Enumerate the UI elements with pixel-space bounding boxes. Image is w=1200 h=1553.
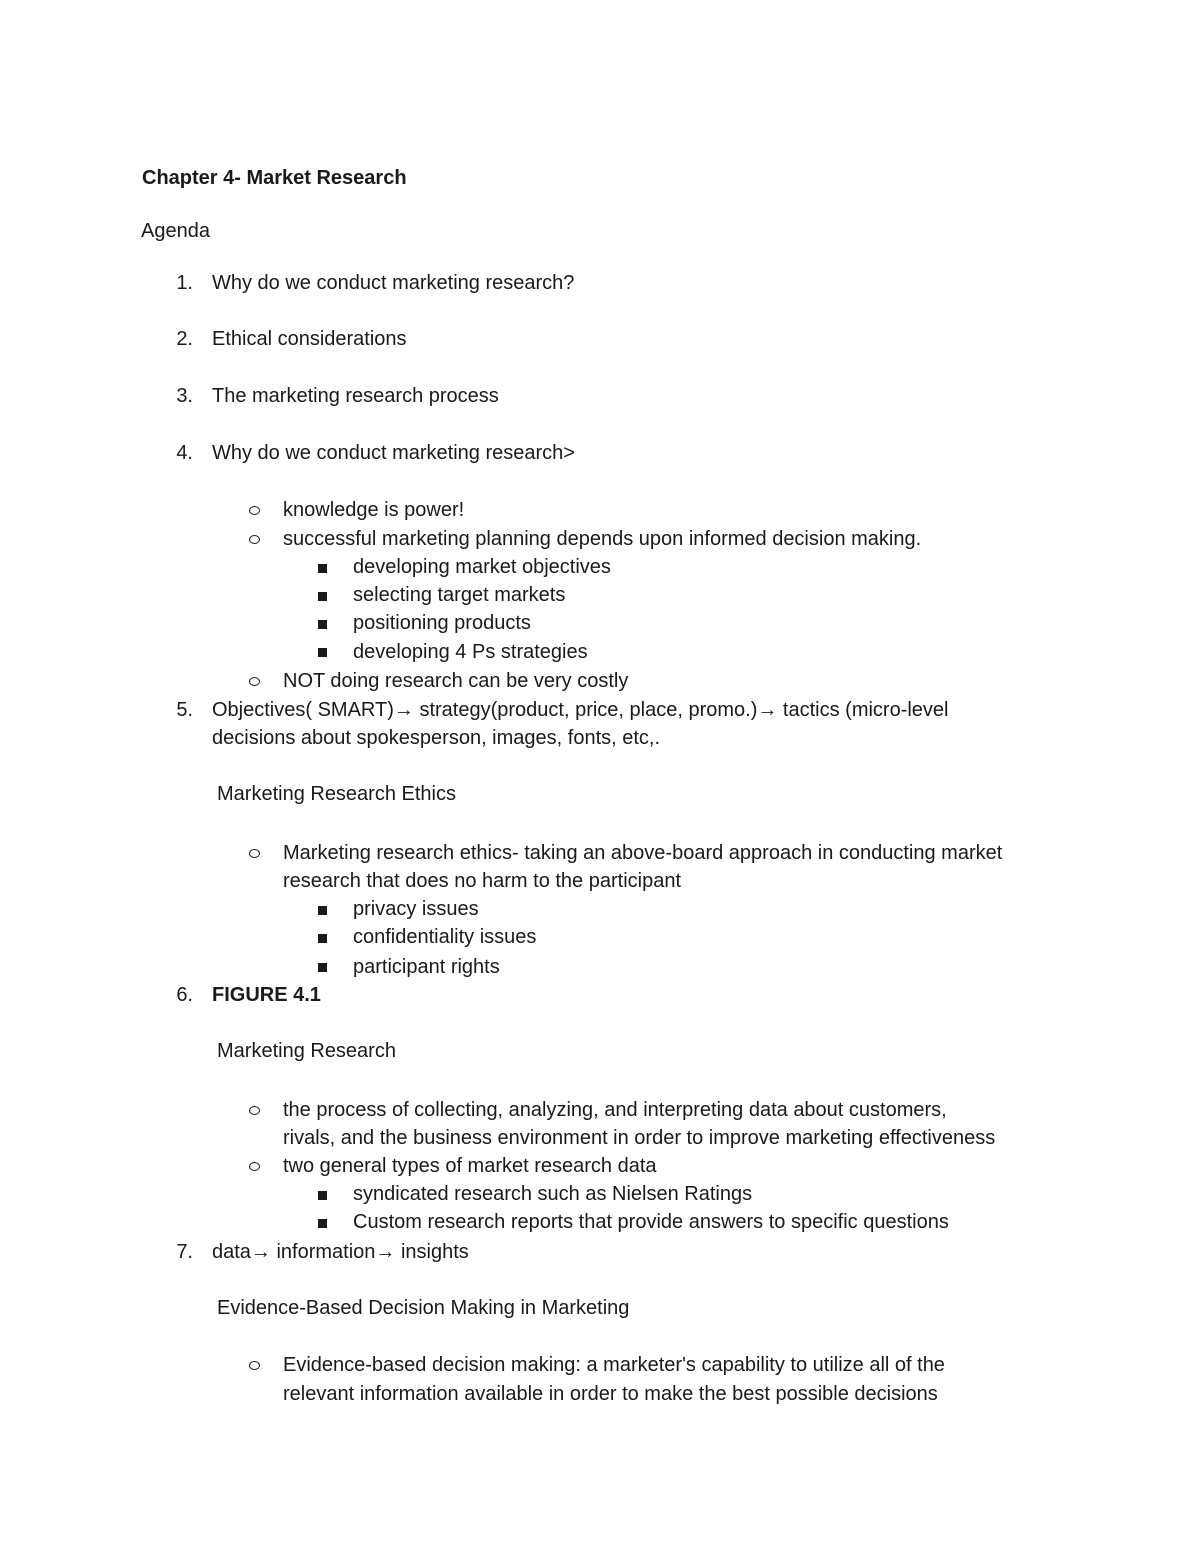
list-subsubitem: developing market objectives [353, 556, 611, 578]
square-bullet-icon [318, 648, 327, 657]
list-number-5: 5. [176, 699, 193, 721]
list-subitem-line-1: Marketing research ethics- taking an above-board approach in conducting market [283, 842, 1003, 864]
list-item-3: The marketing research process [212, 385, 499, 407]
list-item-7: data→ information→ insights [212, 1241, 469, 1263]
section-heading-evidence-based: Evidence-Based Decision Making in Marketing [217, 1297, 630, 1319]
square-bullet-icon [318, 1191, 327, 1200]
list-number-3: 3. [176, 385, 193, 407]
circle-bullet-icon [249, 506, 260, 515]
list-number-4: 4. [176, 442, 193, 464]
list-item-5-line-1: Objectives( SMART)→ strategy(product, price, place, promo.)→ tactics (micro-level [212, 699, 949, 721]
list-subitem-line-2: research that does no harm to the participant [283, 870, 682, 892]
list-subsubitem: confidentiality issues [353, 926, 537, 948]
agenda-label: Agenda [141, 220, 210, 242]
list-subitem-line-2: relevant information available in order to make the best possible decisions [283, 1383, 938, 1405]
square-bullet-icon [318, 934, 327, 943]
list-subsubitem: syndicated research such as Nielsen Ratings [353, 1183, 753, 1205]
circle-bullet-icon [249, 677, 260, 686]
circle-bullet-icon [249, 535, 260, 544]
list-subitem-line-2: rivals, and the business environment in order to improve marketing effectiveness [283, 1127, 996, 1149]
chapter-title: Chapter 4- Market Research [142, 167, 407, 189]
square-bullet-icon [318, 963, 327, 972]
square-bullet-icon [318, 564, 327, 573]
list-number-7: 7. [176, 1241, 193, 1263]
list-number-6: 6. [176, 984, 193, 1006]
list-item-5-line-2: decisions about spokesperson, images, fonts, etc,. [212, 727, 661, 749]
square-bullet-icon [318, 620, 327, 629]
list-subitem: two general types of market research data [283, 1155, 657, 1177]
list-subsubitem: selecting target markets [353, 584, 566, 606]
list-number-2: 2. [176, 328, 193, 350]
square-bullet-icon [318, 906, 327, 915]
list-item-2: Ethical considerations [212, 328, 407, 350]
square-bullet-icon [318, 1219, 327, 1228]
list-subsubitem: Custom research reports that provide answers to specific questions [353, 1211, 949, 1233]
circle-bullet-icon [249, 1106, 260, 1115]
list-subitem-line-1: the process of collecting, analyzing, and interpreting data about customers, [283, 1099, 947, 1121]
section-heading-ethics: Marketing Research Ethics [217, 783, 456, 805]
circle-bullet-icon [249, 1162, 260, 1171]
list-item-4: Why do we conduct marketing research> [212, 442, 575, 464]
list-subsubitem: developing 4 Ps strategies [353, 641, 588, 663]
list-number-1: 1. [176, 272, 193, 294]
list-subitem: successful marketing planning depends upon informed decision making. [283, 528, 922, 550]
list-item-1: Why do we conduct marketing research? [212, 272, 575, 294]
square-bullet-icon [318, 592, 327, 601]
list-subsubitem: positioning products [353, 612, 531, 634]
list-subitem-line-1: Evidence-based decision making: a marketer's capability to utilize all of the [283, 1354, 945, 1376]
circle-bullet-icon [249, 849, 260, 858]
list-subitem: NOT doing research can be very costly [283, 670, 629, 692]
list-subitem: knowledge is power! [283, 499, 465, 521]
list-subsubitem: participant rights [353, 956, 500, 978]
section-heading-marketing-research: Marketing Research [217, 1040, 396, 1062]
circle-bullet-icon [249, 1361, 260, 1370]
list-item-6: FIGURE 4.1 [212, 984, 321, 1006]
list-subsubitem: privacy issues [353, 898, 479, 920]
